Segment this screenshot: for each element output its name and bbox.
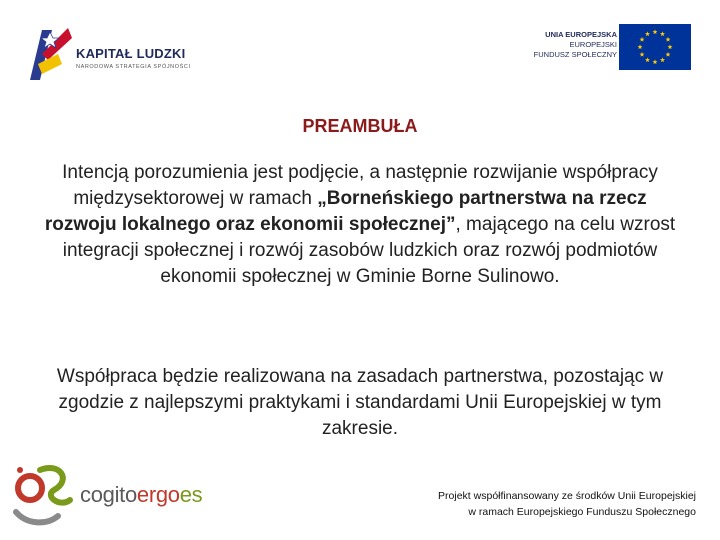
eu-line-2: EUROPEJSKI [569, 40, 617, 49]
kapital-ludzki-logo [28, 24, 228, 82]
eu-logo [515, 24, 695, 74]
eu-logo-text [534, 30, 617, 60]
eu-star-icon [645, 31, 650, 36]
cogito-word-3: es [179, 482, 203, 507]
preamble-paragraph-1 [40, 160, 680, 290]
eu-flag-icon [619, 24, 691, 70]
eu-line-1: UNIA EUROPEJSKA [545, 30, 617, 39]
preamble-paragraph-2: Współpraca będzie realizowana na zasadach partnerstwa, pozostając w zgodzie z najlepszymi praktykami i standardami Unii Europejskiej w tym zakresie. [56, 366, 664, 439]
cogito-word-2: ergo [136, 482, 180, 507]
cogito-ergo-es-logo [10, 460, 230, 530]
cofinancing-note [438, 488, 696, 520]
cofinancing-line-2: w ramach Europejskiego Funduszu Społecznego [468, 506, 696, 518]
eu-star-icon [660, 57, 665, 62]
eu-star-icon [666, 37, 671, 42]
cofinancing-line-1: Projekt współfinansowany ze środków Unii Europejskiej [438, 490, 696, 502]
eu-star-icon [666, 52, 671, 57]
kapital-ludzki-title: KAPITAŁ LUDZKI [76, 46, 186, 61]
eu-star-icon [660, 31, 665, 36]
kapital-ludzki-subtitle: NARODOWA STRATEGIA SPÓJNOŚCI [76, 64, 191, 70]
eu-star-icon [640, 37, 645, 42]
eu-star-icon [653, 29, 658, 34]
eu-star-icon [668, 44, 673, 49]
eu-star-icon [653, 59, 658, 64]
p1-bold-name: „Borneńskiego partnerstwa na rzecz rozwoju lokalnego oraz ekonomii społecznej” [44, 188, 647, 235]
eu-star-icon [645, 57, 650, 62]
cogito-wordmark [80, 482, 202, 508]
cogito-word-1: cogito [80, 482, 137, 507]
page-title: PREAMBUŁA [302, 116, 418, 136]
eu-star-icon [640, 52, 645, 57]
cogito-emblem-icon [10, 460, 76, 530]
kapital-ludzki-emblem-icon [28, 24, 74, 82]
eu-line-3: FUNDUSZ SPOŁECZNY [533, 50, 617, 59]
p1-text-start: Intencją porozumienia jest podjęcie, a następnie rozwijanie współpracy międzysektorowej w ramach [62, 162, 658, 209]
p1-text-end: , mającego na celu wzrost integracji społecznej i rozwój zasobów ludzkich oraz rozwój podmiotów ekonomii społecznej w Gminie Borne Sulinowo. [62, 214, 676, 287]
eu-star-icon [638, 44, 643, 49]
